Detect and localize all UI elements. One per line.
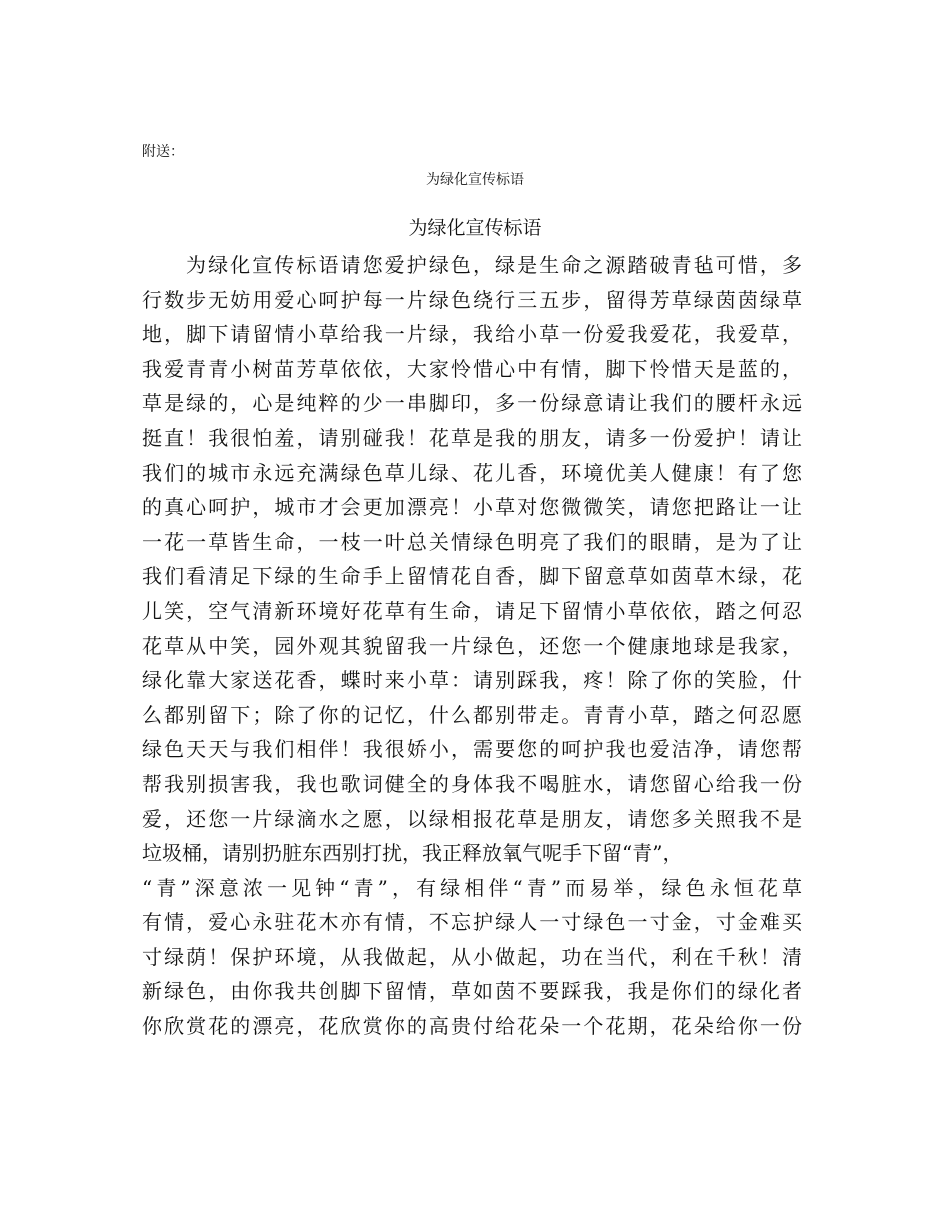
body-line: 你欣赏花的漂亮，花欣赏你的高贵付给花朵一个花期，花朵给你一份: [142, 1014, 802, 1039]
body-line: 帮我别损害我，我也歌词健全的身体我不喝脏水，请您留心给我一份: [142, 771, 802, 796]
body-line: 么都别留下；除了你的记忆，什么都别带走。青青小草，踏之何忍愿: [142, 702, 802, 727]
body-line: 挺直！我很怕羞，请别碰我！花草是我的朋友，请多一份爱护！请让: [142, 425, 802, 450]
body-line: 爱，还您一片绿滴水之愿，以绿相报花草是朋友，请您多关照我不是: [142, 806, 802, 831]
body-line: 行数步无妨用爱心呵护每一片绿色绕行三五步，留得芳草绿茵茵绿草: [142, 287, 802, 312]
body-line: 我爱青青小树苗芳草依依，大家怜惜心中有情，脚下怜惜天是蓝的，: [142, 356, 802, 381]
body-text: [142, 248, 802, 1044]
body-line: 花草从中笑，园外观其貌留我一片绿色，还您一个健康地球是我家，: [142, 633, 802, 658]
attachment-label: 附送：: [142, 144, 184, 160]
body-line: 垃圾桶，请别扔脏东西别打扰，我正释放氧气呢手下留“青”，: [142, 841, 683, 866]
section-heading: 为绿化宣传标语: [426, 172, 524, 188]
body-line: 儿笑，空气清新环境好花草有生命，请足下留情小草依依，踏之何忍: [142, 598, 802, 623]
body-line: 的真心呵护，城市才会更加漂亮！小草对您微微笑，请您把路让一让: [142, 495, 802, 520]
body-line: 为绿化宣传标语请您爱护绿色，绿是生命之源踏破青毡可惜，多: [186, 253, 802, 277]
body-line: “青”深意浓一见钟“青”，有绿相伴“青”而易举，绿色永恒花草: [142, 875, 802, 900]
body-line: 一花一草皆生命，一枝一叶总关情绿色明亮了我们的眼睛，是为了让: [142, 529, 802, 554]
body-line: 有情，爱心永驻花木亦有情，不忘护绿人一寸绿色一寸金，寸金难买: [142, 910, 802, 935]
body-line: 新绿色，由你我共创脚下留情，草如茵不要踩我，我是你们的绿化者: [142, 979, 802, 1004]
body-line: 绿化靠大家送花香，蝶时来小草：请别踩我，疼！除了你的笑脸，什: [142, 668, 802, 693]
body-line: 我们看清足下绿的生命手上留情花自香，脚下留意草如茵草木绿，花: [142, 564, 802, 589]
body-line: 绿色天天与我们相伴！我很娇小，需要您的呵护我也爱洁净，请您帮: [142, 737, 802, 762]
body-line: 寸绿荫！保护环境，从我做起，从小做起，功在当代，利在千秋！清: [142, 944, 802, 969]
body-line: 我们的城市永远充满绿色草儿绿、花儿香，环境优美人健康！有了您: [142, 460, 802, 485]
body-line: 地，脚下请留情小草给我一片绿，我给小草一份爱我爱花，我爱草，: [142, 322, 802, 347]
page-title: 为绿化宣传标语: [408, 217, 542, 239]
body-line: 草是绿的，心是纯粹的少一串脚印，多一份绿意请让我们的腰杆永远: [142, 391, 802, 416]
